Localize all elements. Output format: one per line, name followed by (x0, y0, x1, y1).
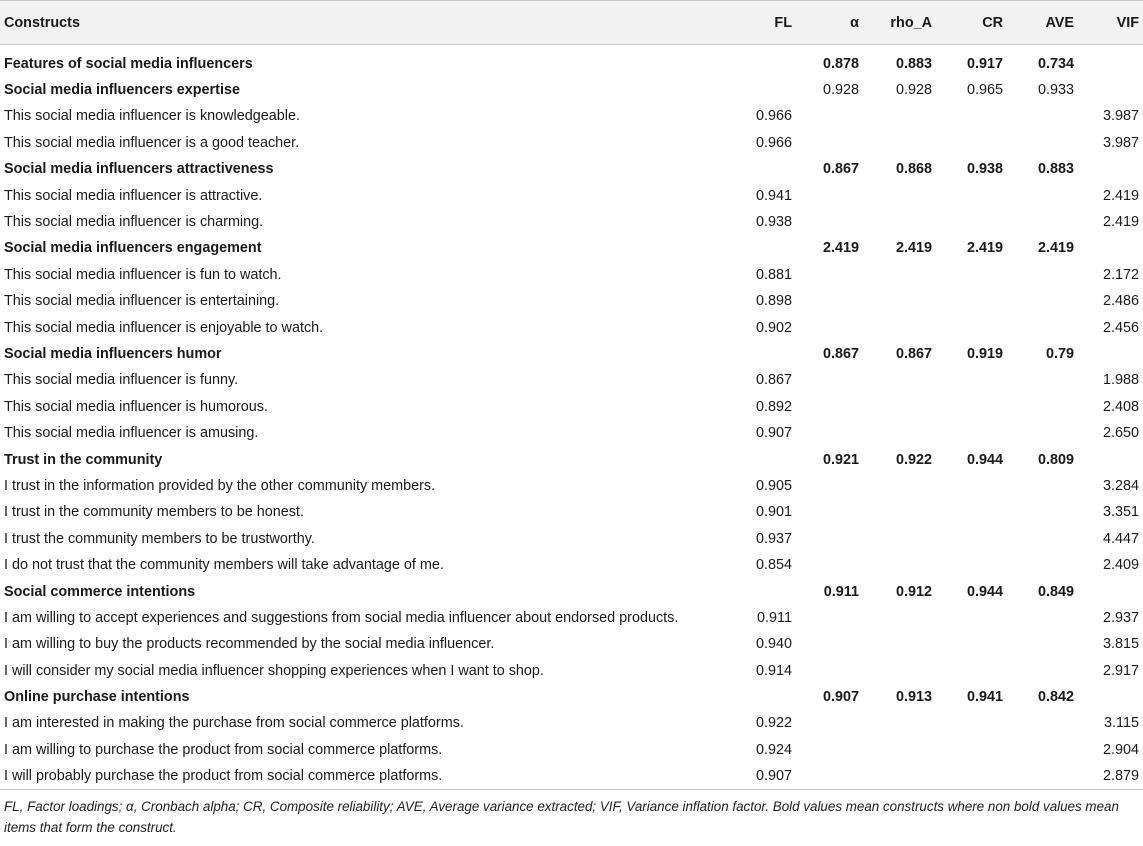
cell-rho-a: 0.928 (895, 82, 932, 99)
cell-ave (1007, 737, 1078, 763)
item-row (0, 103, 1143, 129)
cell-label: This social media influencer is funny. (4, 372, 239, 389)
cell-vif: 2.486 (1102, 293, 1139, 310)
cell-cr (936, 737, 1007, 763)
cell-rho-a (863, 209, 936, 235)
cell-alpha (796, 209, 863, 235)
cell-rho-a: 0.922 (895, 451, 932, 468)
cell-alpha (796, 367, 863, 393)
cell-fl: 0.911 (757, 609, 792, 626)
cell-label: Social media influencers attractiveness (4, 161, 274, 178)
cell-cr (936, 209, 1007, 235)
cell-ave (1007, 262, 1078, 288)
cell-vif: 2.937 (1102, 609, 1139, 626)
cell-fl: 0.892 (755, 398, 792, 415)
header-constructs: Constructs (0, 1, 728, 45)
cell-cr (936, 103, 1007, 129)
header-cr: CR (936, 1, 1007, 45)
cell-fl: 0.898 (755, 293, 792, 310)
cell-cr: 0.938 (966, 161, 1003, 178)
cell-alpha (796, 420, 863, 446)
item-row (0, 130, 1143, 156)
header-alpha: α (796, 1, 863, 45)
cell-label: This social media influencer is knowledgeable. (4, 108, 300, 125)
cell-cr (936, 552, 1007, 578)
cell-vif: 3.284 (1102, 477, 1139, 494)
cell-ave (1007, 209, 1078, 235)
cell-cr (936, 367, 1007, 393)
header-row (0, 1, 1143, 45)
cell-ave: 2.419 (1037, 240, 1074, 257)
cell-label: I am willing to accept experiences and suggestions from social media influencer about endorsed products. (4, 609, 679, 626)
cell-label: This social media influencer is fun to watch. (4, 266, 282, 283)
cell-label: Social media influencers humor (4, 345, 222, 362)
header-vif: VIF (1078, 1, 1143, 45)
cell-ave: 0.883 (1037, 161, 1074, 178)
cell-fl: 0.907 (755, 425, 792, 442)
cell-label: I am willing to buy the products recommended by the social media influencer. (4, 636, 495, 653)
header-ave: AVE (1007, 1, 1078, 45)
item-row (0, 631, 1143, 657)
cell-label: Online purchase intentions (4, 689, 190, 706)
cell-vif: 2.879 (1078, 763, 1143, 789)
cell-rho-a (863, 473, 936, 499)
cell-alpha: 0.867 (822, 345, 859, 362)
cell-fl: 0.854 (755, 557, 792, 574)
item-row (0, 737, 1143, 763)
cell-cr (936, 130, 1007, 156)
cell-ave: 0.809 (1037, 451, 1074, 468)
cell-fl: 0.901 (755, 504, 792, 521)
cell-alpha (796, 288, 863, 314)
cell-cr (936, 314, 1007, 340)
cell-label: I will probably purchase the product from social commerce platforms. (0, 763, 728, 789)
cell-cr (936, 631, 1007, 657)
cell-ave: 0.842 (1037, 689, 1074, 706)
cell-vif (1078, 578, 1143, 604)
cell-fl (728, 51, 796, 77)
cell-label: I trust in the information provided by the other community members. (4, 477, 436, 494)
item-row (0, 288, 1143, 314)
cell-cr (936, 288, 1007, 314)
cell-alpha (796, 631, 863, 657)
item-row (0, 262, 1143, 288)
cell-cr (936, 262, 1007, 288)
cell-rho-a (863, 710, 936, 736)
cell-ave (1007, 657, 1078, 683)
cell-label: This social media influencer is entertaining. (4, 293, 280, 310)
cell-cr (936, 499, 1007, 525)
cell-alpha (796, 710, 863, 736)
cell-alpha: 0.907 (822, 689, 859, 706)
cell-vif: 2.456 (1102, 319, 1139, 336)
cell-ave: 0.849 (1037, 583, 1074, 600)
item-row (0, 552, 1143, 578)
cell-ave (1007, 394, 1078, 420)
cell-ave (1007, 631, 1078, 657)
cell-ave: 0.79 (1045, 345, 1074, 362)
cell-alpha (796, 394, 863, 420)
cell-vif: 3.987 (1102, 134, 1139, 151)
cell-ave: 0.933 (1037, 82, 1074, 99)
cell-rho-a (863, 631, 936, 657)
cell-alpha (796, 314, 863, 340)
cell-label: I do not trust that the community members will take advantage of me. (4, 557, 444, 574)
cell-vif: 2.917 (1102, 662, 1139, 679)
cell-alpha (796, 605, 863, 631)
cell-rho-a (863, 182, 936, 208)
cell-ave (1007, 314, 1078, 340)
cell-rho-a (863, 103, 936, 129)
cell-label: I am willing to purchase the product from social commerce platforms. (4, 741, 443, 758)
cell-alpha (796, 763, 863, 789)
cell-rho-a (863, 499, 936, 525)
cell-ave (1007, 367, 1078, 393)
cell-fl: 0.966 (755, 108, 792, 125)
cell-label: I trust the community members to be trustworthy. (4, 530, 315, 547)
cell-rho-a (863, 262, 936, 288)
cell-cr (936, 605, 1007, 631)
cell-fl: 0.922 (755, 715, 792, 732)
cell-vif: 2.650 (1102, 425, 1139, 442)
cell-ave (1007, 288, 1078, 314)
cell-fl: 0.937 (755, 530, 792, 547)
construct-row (0, 156, 1143, 182)
cell-vif (1078, 51, 1143, 77)
item-row (0, 314, 1143, 340)
cell-cr: 0.917 (966, 55, 1003, 72)
item-row (0, 420, 1143, 446)
cell-rho-a (863, 420, 936, 446)
table-header (0, 1, 1143, 45)
cell-fl: 0.941 (755, 187, 792, 204)
cell-fl: 0.940 (755, 636, 792, 653)
table-body (0, 45, 1143, 790)
cell-cr: 0.919 (966, 345, 1003, 362)
cell-fl (728, 235, 796, 261)
cell-rho-a (863, 367, 936, 393)
cell-alpha: 2.419 (822, 240, 859, 257)
cell-ave (1007, 182, 1078, 208)
item-row (0, 499, 1143, 525)
cell-fl: 0.902 (755, 319, 792, 336)
cell-rho-a (863, 737, 936, 763)
cell-fl: 0.881 (755, 266, 792, 283)
item-row (0, 209, 1143, 235)
item-row (0, 710, 1143, 736)
cell-fl: 0.914 (755, 662, 792, 679)
cell-rho-a (863, 394, 936, 420)
cell-cr: 0.965 (966, 82, 1003, 99)
cell-vif: 2.419 (1102, 214, 1139, 231)
header-fl: FL (728, 1, 796, 45)
cell-rho-a (863, 605, 936, 631)
item-row (0, 526, 1143, 552)
item-row (0, 367, 1143, 393)
cell-cr (936, 710, 1007, 736)
construct-row (0, 684, 1143, 710)
cell-fl: 0.905 (755, 477, 792, 494)
cell-ave (1007, 103, 1078, 129)
cell-label: I am interested in making the purchase from social commerce platforms. (4, 715, 464, 732)
cell-label: I trust in the community members to be honest. (4, 504, 304, 521)
cell-ave (1007, 710, 1078, 736)
cell-ave (1007, 473, 1078, 499)
construct-row (0, 235, 1143, 261)
cell-ave (1007, 420, 1078, 446)
cell-rho-a: 0.883 (895, 55, 932, 72)
cell-fl (728, 684, 796, 710)
cell-cr (936, 394, 1007, 420)
construct-row (0, 341, 1143, 367)
cell-fl (728, 446, 796, 472)
cell-label: This social media influencer is a good teacher. (4, 134, 300, 151)
cell-rho-a (863, 526, 936, 552)
cell-alpha (796, 552, 863, 578)
cell-ave: 0.734 (1037, 55, 1074, 72)
cell-fl: 0.907 (728, 763, 796, 789)
cell-alpha (796, 657, 863, 683)
cell-ave (1007, 499, 1078, 525)
cell-label: This social media influencer is charming. (4, 214, 264, 231)
cell-alpha (796, 473, 863, 499)
cell-ave (1007, 526, 1078, 552)
cell-label: Trust in the community (4, 451, 163, 468)
cell-vif: 2.409 (1102, 557, 1139, 574)
cell-cr (936, 657, 1007, 683)
cell-label: Social media influencers engagement (4, 240, 262, 257)
cell-fl (728, 77, 796, 103)
cell-rho-a: 2.419 (895, 240, 932, 257)
cell-cr: 0.944 (966, 583, 1003, 600)
cell-label: This social media influencer is amusing. (4, 425, 259, 442)
construct-row (0, 446, 1143, 472)
cell-cr (936, 182, 1007, 208)
cell-label: Features of social media influencers (4, 55, 253, 72)
cell-vif (1078, 235, 1143, 261)
cell-fl: 0.938 (755, 214, 792, 231)
cell-vif: 4.447 (1102, 530, 1139, 547)
cell-cr (936, 763, 1007, 789)
cell-rho-a (863, 130, 936, 156)
cell-fl (728, 341, 796, 367)
cell-vif (1078, 156, 1143, 182)
cell-label: I will consider my social media influencer shopping experiences when I want to shop. (4, 662, 544, 679)
table-footnote: FL, Factor loadings; α, Cronbach alpha; CR, Composite reliability; AVE, Average variance extracted; VIF, Variance inflation factor. Bold values mean constructs where non bold values mean items that form the construct. (4, 798, 1119, 835)
header-rho-a: rho_A (863, 1, 936, 45)
cell-alpha (796, 130, 863, 156)
cell-alpha: 0.928 (822, 82, 859, 99)
item-row (0, 657, 1143, 683)
cell-rho-a: 0.868 (895, 161, 932, 178)
cell-rho-a (863, 552, 936, 578)
construct-row (0, 77, 1143, 103)
cell-cr: 0.944 (966, 451, 1003, 468)
cell-ave (1007, 763, 1078, 789)
cell-vif: 1.988 (1102, 372, 1139, 389)
cell-ave (1007, 130, 1078, 156)
cell-rho-a (863, 763, 936, 789)
cell-vif (1078, 341, 1143, 367)
cell-ave (1007, 552, 1078, 578)
cell-alpha (796, 262, 863, 288)
cell-vif: 3.815 (1102, 636, 1139, 653)
cell-vif: 2.408 (1102, 398, 1139, 415)
item-row (0, 182, 1143, 208)
construct-row (0, 51, 1143, 77)
construct-row (0, 578, 1143, 604)
cell-cr (936, 420, 1007, 446)
cell-vif (1078, 684, 1143, 710)
cell-alpha: 0.867 (822, 161, 859, 178)
cell-fl: 0.867 (755, 372, 792, 389)
cell-vif: 3.115 (1104, 715, 1139, 732)
cell-fl: 0.924 (755, 741, 792, 758)
cell-vif: 3.351 (1102, 504, 1139, 521)
cell-fl (728, 578, 796, 604)
cell-vif (1078, 446, 1143, 472)
cell-alpha (796, 182, 863, 208)
item-row (0, 605, 1143, 631)
cell-rho-a: 0.912 (895, 583, 932, 600)
cell-rho-a (863, 288, 936, 314)
cell-rho-a: 0.867 (895, 345, 932, 362)
cell-alpha (796, 737, 863, 763)
cell-rho-a (863, 657, 936, 683)
cell-cr (936, 473, 1007, 499)
cell-cr (936, 526, 1007, 552)
cell-fl: 0.966 (755, 134, 792, 151)
cell-alpha: 0.878 (822, 55, 859, 72)
cell-vif (1078, 77, 1143, 103)
cell-cr: 2.419 (966, 240, 1003, 257)
item-row (0, 763, 1143, 789)
cell-fl (728, 156, 796, 182)
cell-label: This social media influencer is enjoyable to watch. (4, 319, 324, 336)
item-row (0, 473, 1143, 499)
cell-label: Social commerce intentions (4, 583, 196, 600)
cell-vif: 2.904 (1102, 741, 1139, 758)
cell-alpha (796, 103, 863, 129)
cell-ave (1007, 605, 1078, 631)
cell-alpha: 0.921 (822, 451, 859, 468)
cell-label: This social media influencer is attractive. (4, 187, 263, 204)
cell-rho-a: 0.913 (895, 689, 932, 706)
cell-alpha: 0.911 (823, 583, 859, 600)
item-row (0, 394, 1143, 420)
cell-label: This social media influencer is humorous. (4, 398, 268, 415)
cell-rho-a (863, 314, 936, 340)
cell-vif: 2.172 (1102, 266, 1139, 283)
cell-vif: 3.987 (1102, 108, 1139, 125)
cell-alpha (796, 526, 863, 552)
cell-alpha (796, 499, 863, 525)
cell-label: Social media influencers expertise (4, 82, 240, 99)
cell-cr: 0.941 (966, 689, 1003, 706)
cell-vif: 2.419 (1102, 187, 1139, 204)
